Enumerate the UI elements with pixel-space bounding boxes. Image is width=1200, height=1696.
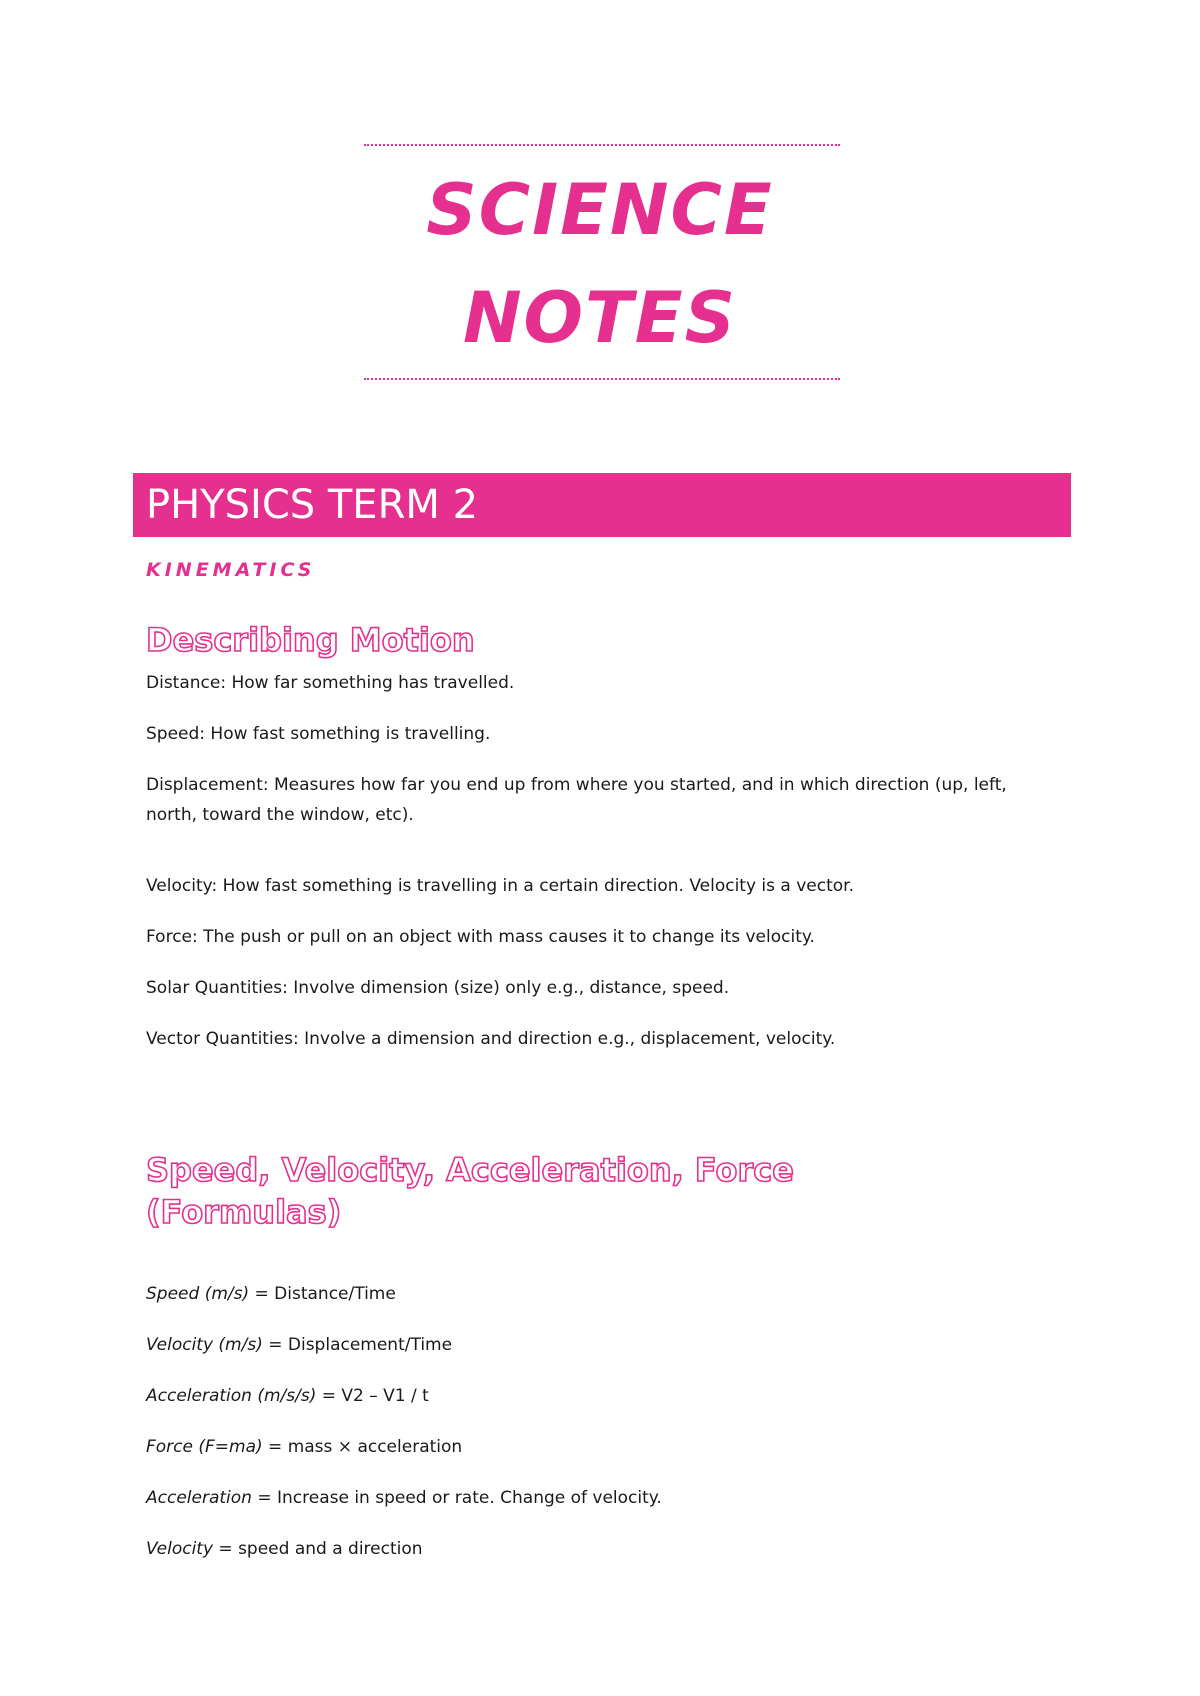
banner-title: PHYSICS TERM 2 (146, 482, 479, 528)
title-line-1: SCIENCE (426, 169, 774, 251)
formula-force (146, 1432, 1046, 1462)
definition-velocity: Velocity: How fast something is travelling in a certain direction. Velocity is a vector. (146, 876, 854, 896)
section-heading-describing-motion: Describing Motion (146, 621, 475, 659)
definition-displacement: Displacement: Measures how far you end up from where you started, and in which direction (up, left, north, toward the window, etc). (146, 775, 1007, 825)
definition-speed: Speed: How fast something is travelling. (146, 724, 491, 744)
note-velocity (146, 1534, 1046, 1564)
formula-term: Speed (m/s) (146, 1284, 250, 1304)
definition-force: Force: The push or pull on an object with mass causes it to change its velocity. (146, 927, 815, 947)
note-acceleration (146, 1483, 1046, 1513)
formula-term: Acceleration (m/s/s) (146, 1386, 317, 1406)
definition-distance: Distance: How far something has travelled. (146, 673, 515, 693)
formula-expression: = Displacement/Time (262, 1335, 453, 1355)
formula-term: Acceleration (146, 1488, 252, 1508)
formula-velocity (146, 1330, 1046, 1360)
formula-term: Force (F=ma) (146, 1437, 263, 1457)
formulas-heading-line-2: (Formulas) (146, 1193, 342, 1231)
formula-expression: = speed and a direction (213, 1539, 423, 1559)
formula-acceleration (146, 1381, 1046, 1411)
definition-solar-quantities: Solar Quantities: Involve dimension (size) only e.g., distance, speed. (146, 978, 730, 998)
formula-term: Velocity (m/s) (146, 1335, 263, 1355)
definition-vector-quantities: Vector Quantities: Involve a dimension and direction e.g., displacement, velocity. (146, 1029, 836, 1049)
title-bottom-rule (364, 378, 840, 380)
title-top-rule (364, 144, 840, 146)
section-heading-formulas (146, 1149, 1046, 1233)
formula-speed (146, 1279, 1046, 1309)
formula-expression: = V2 – V1 / t (316, 1386, 429, 1406)
formula-expression: = Increase in speed or rate. Change of velocity. (251, 1488, 662, 1508)
formula-expression: = mass × acceleration (262, 1437, 463, 1457)
formula-expression: = Distance/Time (249, 1284, 396, 1304)
topic-label: KINEMATICS (146, 559, 316, 581)
formula-term: Velocity (146, 1539, 214, 1559)
title-line-2: NOTES (462, 277, 738, 359)
formulas-heading-line-1: Speed, Velocity, Acceleration, Force (146, 1151, 794, 1189)
